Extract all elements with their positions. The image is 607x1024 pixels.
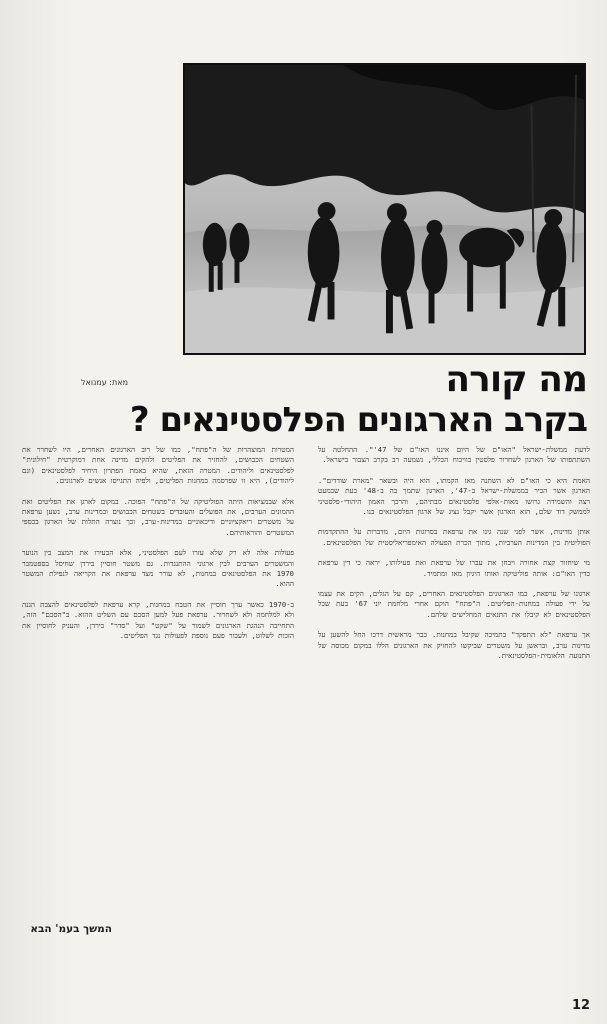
paragraph: אלא שבמציאות היתה הפוליטיקה של ה"פתח" הפוכה. במקום לארגן את הפליטים ואת ההמונים הערבים, את הפועלים והעובדים בשטחים הכבושים ובמדינות ערב, נשען ערפאת על משטרים ריאקציוניים ודיכאוניים במדינות-ערב, וכך נוצרה התלות של הארגון בכספי המשטרים והוראותיהם. [22,496,294,537]
photo-fighters-walking [183,63,586,355]
article-headline [129,359,587,440]
paragraph: לדעת ממשלת-ישראל "האו"ם של היום איננו האו"ם של 47'". ההחלטה על השתתפותו של הארגון לשחרור פלסטין בוויכוח הכללי, נשמעה רב בקרב הצבור בישראל. [318,445,590,465]
article-column-right [318,445,590,672]
paragraph: ארגונו של ערפאת, כמו הארגונים הפלסטינאים האחרים, קם על הגלים, הקים את עצמו על ידי פעולה במחנות-הפליטים. ה"פתח" הוקם אחרי מלחמת יוני 67' בעת שכל הפלסטינאים לא קיבלו את התנאים המחלישים שלהם. [318,589,590,619]
article-column-left [22,445,294,652]
paragraph: אך ערפאת "לא התפקד" בתמיכה שקיבל במחנות. כבר מראשית דרכו החל להשען על מדינות ערב, ובראשן על משטרים שביקשו להחזיק את הארגונים הללו במקום מכוסה של התנועה הלאומית-הפלסטינאית. [318,630,590,661]
paragraph: המטרות המוצהרות של ה"פתח", כמו של רוב הארגונים האחרים, היו לשחרר את השטחים הכבושים, להחזיר את הפליטים ולהקים מדינה אחת דמוקרטית "חילונית" לפלסטינאים וליהודים. המטרה הזאת, שהיא באמת הפתרון היחיד לפלסטינאים (וגם ליהודים), היא זו שפרסמה במחנות הפליטים, ולפיה התגייסו אנשים לארגונים. [22,445,294,486]
paragraph: ב-1970 כאשר ערך חוסיין את הטבח במחנות, קרא ערפאת לפלסטינאים להצבת הגנה ולא למלחמה ולא לשחרור. ערפאת פעל למען הסכם עם השליט ההוא. ב"הסכם" הזה, התחייבה הנהגת הארגונים לשמור על "שקט" ועל "סדר" בירדן, והעניק לחוסיין את הזכות לשלוט, ולעבור פעם נוספת לפעולות נגד הפליטים. [22,599,294,641]
page-number: 12 [572,998,591,1013]
author-byline: מאת: עמנואל [81,378,128,387]
paragraph: אותן מדינות, אשר לפני שנה גינו את ערפאת בסרוגות היום, מדברות על ההתקדמות הפוליטית בין המדינות הערביות, מתוך הכרת הפעולה האימפריאליסטית של הפלסטינאים. [318,527,590,547]
paragraph: פעולות אלה לא רק שלא עזרו לעם הפלסטיני, אלא הבעירו את המצב בין הנוער והמשטרים הערבים לבין ארגוני ההתנגדות. גם משטר חוסיין בירדן שחיסל בספטמבר 1970 את הפלסטינאים במחנות, לא עורר מצד ערפאת את הקריאה לנפילת המשטר ההוא. [22,548,294,589]
paragraph: מי שיחזור קצת אחורה ויבחן את עברו של ערפאת ואת פעילותו, יראה כי דין ערפאת כדין האו"ם: אותה פוליטיקה ואותו היגיון מאז ומתמיד. [318,558,590,578]
photo-image [185,65,584,353]
paragraph: האמת היא כי האו"ם לא השתנה מאז הקמתו, הוא היה ובשאר "מארת שודדים". הארגון אשר הכיר בממשלת-ישראל ב-47', הארגון שתמך בה ב-48' בעת שכמעט רצה והשמידה גרושו מאות-אלפי פלסטינאים מבתיהם, והרכך האמון היהודי-פלסטיני לממשק דוד שלם, הוא הארגון אשר יקבל נציג של ארגון הפלסטינאים בנו. [318,475,591,517]
headline-line-1: מה קורה [445,359,587,400]
continued-next-page: המשך בעמ' הבא [30,923,112,935]
headline-line-2: בקרב הארגונים הפלסטינאים ? [129,400,587,440]
